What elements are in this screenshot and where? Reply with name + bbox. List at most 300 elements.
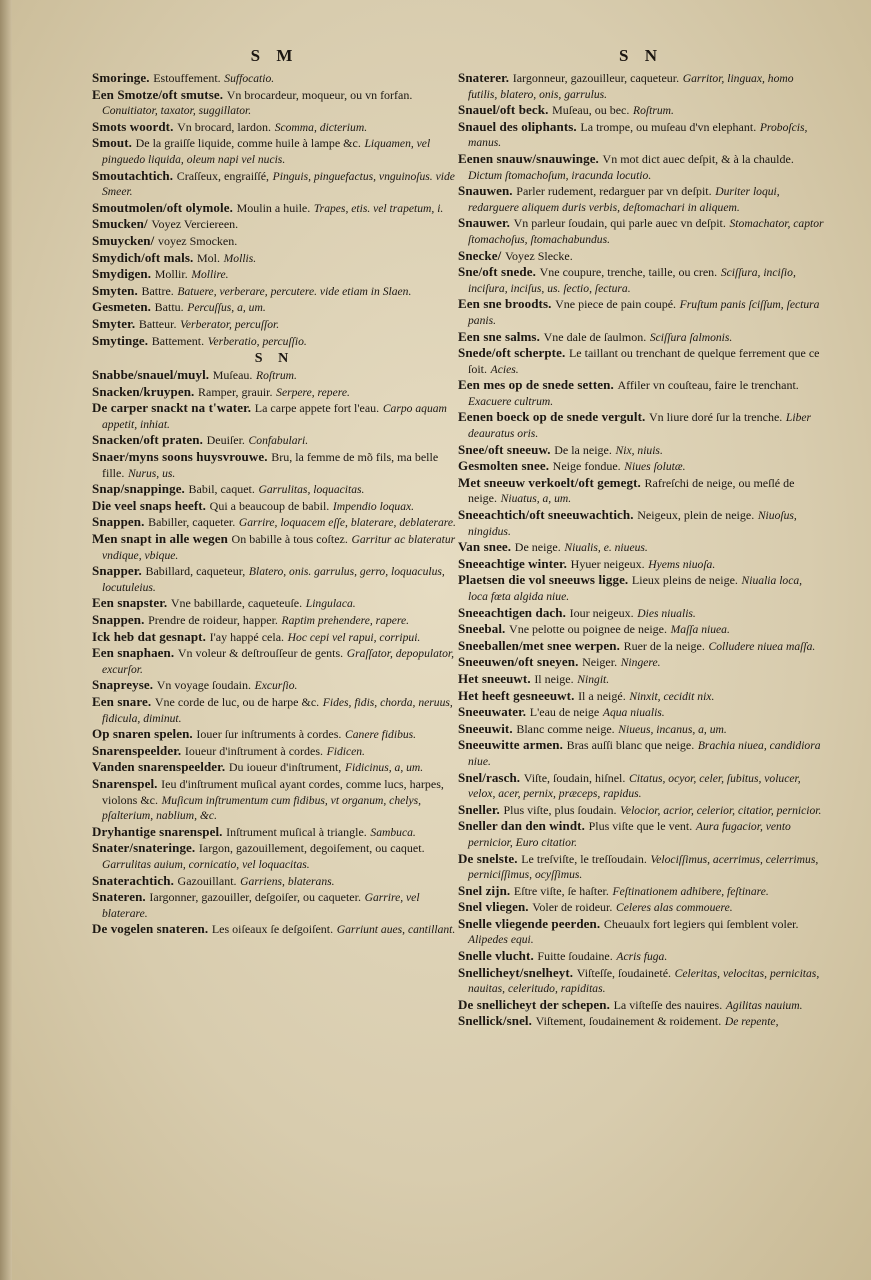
dictionary-entry [92, 612, 457, 629]
dictionary-entry [458, 329, 824, 346]
entry-headword: Smydich/oft mals. [92, 249, 194, 265]
entry-french: Voler de roideur. [532, 900, 613, 915]
entry-french: La trompe, ou muſeau d'vn elephant. [580, 119, 757, 134]
page-gutter-shadow [0, 0, 12, 1280]
section-header-sn: S N [254, 351, 295, 367]
entry-latin: Hoc cepi vel rapui, corripui. [287, 630, 421, 644]
entry-headword: Snaterer. [458, 70, 510, 85]
entry-latin: Brachia niuea, candidiora niue. [468, 739, 821, 768]
entry-headword: Snauel des oliphants. [458, 118, 577, 134]
entry-headword: Plaetsen die vol sneeuws ligge. [458, 572, 629, 588]
entry-headword: Sneeuwitte armen. [458, 737, 563, 753]
entry-french: Eſtre viſte, ſe haſter. [513, 883, 609, 898]
entry-french: Deuiſer. [206, 433, 245, 448]
dictionary-entry [458, 688, 824, 705]
entry-french: Vn brocard, lardon. [177, 119, 272, 134]
entry-headword: Smoringe. [92, 70, 150, 85]
entry-french: Mol. [197, 250, 221, 265]
dictionary-entry [92, 283, 457, 300]
entry-latin: Blatero, onis. garrulus, gerro, loquaculus, locutuleius. [102, 565, 445, 594]
entry-french: Affiler vn couſteau, faire le trenchant. [617, 378, 799, 393]
entry-latin: Verberator, percuſſor. [180, 317, 280, 331]
entry-french: Vne dale de ſaulmon. [543, 329, 647, 344]
entry-french: Vn brocardeur, moqueur, ou vn forfan. [226, 87, 413, 102]
entry-latin: Garrulitas auium, cornicatio, vel loquacitas. [102, 857, 310, 871]
entry-latin: Pinguis, pinguefactus, vnguinoſus. vide Smeer. [102, 169, 455, 199]
entry-headword: Snaterachtich. [92, 872, 174, 888]
dictionary-entry [458, 248, 824, 265]
entry-french: Ieu d'inſtrument muſical ayant cordes, comme lucs, harpes, violons &c. [102, 776, 444, 807]
entry-french: Ruer de la neige. [623, 638, 705, 653]
entry-headword: Snee/oft sneeuw. [458, 441, 551, 457]
entry-french: Qui a beaucoup de babil. [209, 498, 330, 513]
entry-french: L'eau de neige [529, 705, 600, 720]
dictionary-entry [92, 299, 457, 316]
dictionary-entry [458, 948, 824, 965]
dictionary-entry [458, 409, 824, 441]
entry-latin: Nurus, us. [127, 466, 176, 480]
dictionary-entry [92, 384, 457, 401]
entry-headword: Een snapster. [92, 595, 168, 611]
entry-french: Babillard, caqueteur, [145, 564, 246, 579]
dictionary-entry [458, 899, 824, 916]
entry-french: Iargon, gazouillement, degoiſement, ou caquet. [198, 841, 425, 856]
entry-headword: Ick heb dat gesnapt. [92, 628, 206, 644]
dictionary-entry [92, 743, 457, 760]
entry-french: Il a neigé. [578, 688, 626, 703]
dictionary-entry [92, 563, 457, 595]
dictionary-entry [92, 400, 457, 432]
dictionary-entry [458, 997, 824, 1014]
entry-headword: Smyten. [92, 282, 138, 298]
entry-latin: Impendio loquax. [332, 499, 415, 513]
entry-french: Du ioueur d'inſtrument, [228, 760, 342, 775]
entry-latin: Fidicinus, a, um. [344, 761, 424, 775]
entry-headword: Op snaren spelen. [92, 726, 193, 742]
entry-french: Lieux pleins de neige. [631, 573, 738, 588]
entry-french: Iargonner, gazouiller, deſgoiſer, ou caqueter. [149, 890, 361, 905]
entry-headword: Snap/snappinge. [92, 481, 185, 497]
entry-french: Iargonneur, gazouilleur, caqueteur. [512, 71, 680, 85]
dictionary-entry [458, 442, 824, 459]
entry-latin: Percuſſus, a, um. [187, 301, 266, 315]
entry-headword: Snacken/oft praten. [92, 432, 203, 448]
entry-latin: Citatus, ocyor, celer, ſubitus, volucer, velox, acer, pernix, præceps, rapidus. [468, 771, 801, 801]
entry-headword: Smydigen. [92, 266, 152, 282]
dictionary-entry [92, 873, 457, 890]
entry-headword: Eenen boeck op de snede vergult. [458, 409, 646, 425]
entry-headword: Snarenspel. [92, 775, 158, 791]
right-column-header: S N [619, 46, 663, 65]
entry-latin: Fruſtum panis ſciſſum, ſectura panis. [468, 298, 820, 327]
entry-french: Muſeau. [212, 368, 253, 383]
dictionary-entry [458, 539, 824, 556]
entry-latin: Garrire, vel blaterare. [102, 891, 420, 920]
entry-latin: Hyems niuoſa. [648, 557, 716, 571]
entry-latin: Celeritas, velocitas, pernicitas, nauitas, celeritudo, rapiditas. [468, 966, 820, 996]
entry-french: Viſte, ſoudain, hiſnel. [523, 770, 626, 785]
dictionary-entry [92, 233, 457, 250]
entry-latin: Trapes, etis. vel trapetum, i. [313, 201, 444, 215]
entry-french: Vn mot dict auec deſpit, & à la chaulde. [602, 151, 794, 166]
entry-french: La carpe appete fort l'eau. [254, 401, 380, 416]
entry-headword: Snelle vlucht. [458, 948, 534, 964]
entry-latin: Confabulari. [248, 434, 309, 448]
entry-latin: Dies niualis. [637, 606, 696, 620]
entry-latin: Ninxit, cecidit nix. [629, 689, 715, 703]
entry-headword: Snauwer. [458, 215, 510, 231]
entry-latin: Ningere. [620, 656, 661, 670]
dictionary-entry [458, 296, 824, 328]
entry-latin: Scomma, dicterium. [274, 120, 368, 134]
entry-french: Il neige. [534, 671, 574, 686]
entry-french: Ioueur d'inſtrument à cordes. [184, 743, 324, 758]
entry-french: Muſeau, ou bec. [552, 103, 630, 118]
entry-headword: Smuycken/ [92, 232, 155, 248]
entry-latin: Niuoſus, ningidus. [468, 509, 797, 538]
entry-headword: Snel/rasch. [458, 769, 521, 785]
entry-latin: Fidicen. [326, 744, 365, 758]
entry-headword: Sne/oft snede. [458, 264, 536, 280]
entry-latin: Duriter loqui, redarguere aliquem duris verbis, deſtomachari in aliquem. [468, 185, 780, 214]
entry-headword: Sneeuwater. [458, 704, 527, 720]
dictionary-entry [458, 572, 824, 604]
dictionary-entry [92, 645, 457, 677]
entry-headword: Smytinge. [92, 332, 149, 348]
entry-headword: Snellick/snel. [458, 1013, 532, 1029]
entry-french: Neige fondue. [552, 459, 621, 474]
entry-headword: Snede/oft scherpte. [458, 345, 566, 361]
entry-headword: Gesmolten snee. [458, 458, 550, 474]
entry-headword: Die veel snaps heeft. [92, 497, 207, 513]
dictionary-entry [92, 514, 457, 531]
dictionary-entry [458, 671, 824, 688]
entry-latin: Aqua niualis. [602, 706, 665, 720]
entry-french: Voyez Slecke. [504, 248, 573, 263]
entry-french: Babiller, caqueter. [148, 515, 236, 530]
entry-headword: Smoutmolen/oft olymole. [92, 199, 233, 215]
dictionary-entry [458, 556, 824, 573]
entry-french: De la graiſſe liquide, comme huile à lampe &c. [135, 136, 361, 151]
dictionary-entry [458, 965, 824, 997]
entry-french: Parler rudement, redarguer par vn deſpit. [516, 184, 712, 199]
entry-headword: Snappen. [92, 612, 145, 627]
entry-french: Les oiſeaux ſe deſgoiſent. [211, 922, 334, 937]
dictionary-entry [92, 531, 457, 563]
dictionary-entry [92, 759, 457, 776]
entry-french: Viſteſſe, ſoudaineté. [576, 965, 672, 980]
dictionary-entry [458, 215, 824, 247]
entry-latin: Feſtinationem adhibere, feſtinare. [612, 884, 769, 898]
entry-latin: Graſſator, depopulator, excurſor. [102, 647, 455, 676]
dictionary-entry [92, 87, 457, 119]
entry-french: Le treſviſte, le treſſoudain. [521, 851, 647, 866]
dictionary-entry [92, 70, 457, 87]
entry-headword: Snateren. [92, 889, 146, 905]
entry-headword: Een snaphaen. [92, 645, 175, 661]
entry-latin: De repente, [724, 1015, 779, 1029]
entry-latin: Maſſa niuea. [670, 623, 730, 637]
entry-latin: Muſicum inſtrumentum cum fidibus, vt organum, chelys, pſalterium, nablium, &c. [102, 793, 422, 823]
dictionary-entry [458, 458, 824, 475]
entry-french: Vn liure doré ſur la trenche. [649, 410, 783, 425]
entry-french: Le taillant ou trenchant de quelque ferrement que ce ſoit. [468, 346, 820, 376]
entry-latin: Ningit. [577, 672, 610, 686]
dictionary-entry [458, 605, 824, 622]
entry-latin: Verberatio, percuſſio. [207, 334, 307, 348]
entry-headword: Snelle vliegende peerden. [458, 915, 601, 931]
dictionary-entry [92, 168, 457, 200]
entry-headword: Smyter. [92, 315, 136, 331]
dictionary-entry [458, 70, 824, 102]
entry-latin: Velocior, acrior, celerior, citatior, pernicior. [620, 803, 822, 817]
entry-french: Plus viſte, plus ſoudain. [503, 802, 617, 817]
entry-french: Estouffement. [153, 71, 221, 85]
entry-french: Moulin a huile. [236, 200, 311, 215]
entry-french: Vne corde de luc, ou de harpe &c. [154, 694, 320, 709]
dictionary-entry [92, 629, 457, 646]
entry-latin: Mollis. [223, 251, 257, 265]
dictionary-entry [458, 770, 824, 802]
dictionary-entry [92, 266, 457, 283]
entry-french: Fuitte ſoudaine. [537, 949, 613, 964]
entry-headword: Een Smotze/oft smutse. [92, 86, 224, 102]
entry-headword: Snauwen. [458, 183, 513, 199]
entry-latin: Acris fuga. [616, 950, 668, 964]
entry-latin: Raptim prehendere, rapere. [281, 614, 410, 627]
entry-latin: Aura fugacior, vento pernicior, Euro citatior. [468, 820, 791, 849]
dictionary-entry [458, 818, 824, 850]
entry-latin: Roſtrum. [633, 104, 674, 118]
entry-headword: Snel vliegen. [458, 899, 529, 915]
entry-headword: Met sneeuw verkoelt/oft gemegt. [458, 474, 641, 490]
left-column [92, 46, 457, 938]
entry-french: Inſtrument muſical à triangle. [226, 824, 367, 839]
entry-headword: Smoutachtich. [92, 167, 174, 183]
entry-headword: Snappen. [92, 514, 145, 530]
entry-french: Vn voleur & deſtrouſſeur de gents. [177, 646, 344, 661]
entry-headword: Een snare. [92, 693, 152, 709]
entry-headword: Een sne broodts. [458, 296, 552, 312]
entry-headword: Dryhantige snarenspel. [92, 823, 223, 839]
entry-french: La viſteſſe des nauires. [613, 997, 723, 1012]
entry-latin: Canere fidibus. [345, 728, 417, 742]
entry-french: Viſtement, ſoudainement & roidement. [535, 1014, 722, 1029]
entry-french: Battre. [141, 283, 174, 298]
entry-latin: Alipedes equi. [468, 933, 534, 947]
entry-latin: Lingulaca. [305, 597, 356, 611]
entry-headword: Van snee. [458, 539, 512, 555]
entry-latin: Serpere, repere. [276, 385, 350, 399]
entry-french: On babille à tous coſtez. [231, 532, 348, 547]
dictionary-entry [92, 481, 457, 498]
dictionary-entry [92, 432, 457, 449]
dictionary-entry [92, 889, 457, 921]
entry-french: Mollir. [154, 267, 188, 282]
dictionary-entry [92, 135, 457, 167]
entry-latin: Niualia loca, loca fœta algida niue. [468, 574, 803, 603]
entry-latin: Niueus, incanus, a, um. [618, 722, 727, 736]
entry-french: Cheuaulx fort legiers qui ſemblent voler. [603, 916, 799, 931]
entry-headword: Snel zijn. [458, 882, 511, 898]
entry-latin: Sciſſura, inciſio, inciſura, inciſus, us. ſectio, ſectura. [468, 266, 796, 295]
dictionary-entry [458, 264, 824, 296]
entry-latin: Velociſſimus, acerrimus, celerrimus, perniciſſimus, ocyſſimus. [468, 852, 819, 882]
entry-latin: Roſtrum. [256, 369, 297, 383]
entry-headword: Smots woordt. [92, 118, 174, 134]
entry-headword: Snacken/kruypen. [92, 383, 195, 399]
dictionary-entry [92, 250, 457, 267]
entry-french: Gazouillant. [177, 873, 237, 888]
entry-latin: Acies. [490, 362, 519, 376]
entry-latin: Colludere niuea maſſa. [708, 639, 816, 653]
entry-latin: Conuitiator, taxator, suggillator. [102, 104, 252, 118]
entry-latin: Liber deauratus oris. [468, 411, 812, 441]
dictionary-entry [458, 475, 824, 507]
dictionary-entry [92, 367, 457, 384]
entry-latin: Nix, niuis. [615, 443, 663, 457]
entry-headword: Smucken/ [92, 216, 148, 232]
dictionary-entry [458, 102, 824, 119]
entry-latin: Niuatus, a, um. [500, 492, 572, 506]
dictionary-entry [458, 883, 824, 900]
entry-headword: Smout. [92, 135, 132, 151]
entry-french: Vn voyage ſoudain. [156, 678, 252, 693]
entry-latin: Garriunt aues, cantillant. [336, 923, 456, 937]
dictionary-entry [92, 119, 457, 136]
entry-french: De la neige. [554, 442, 612, 457]
entry-french: Prendre de roideur, happer. [148, 613, 278, 627]
entry-headword: Eenen snauw/snauwinge. [458, 150, 599, 166]
dictionary-entry [92, 694, 457, 726]
entry-latin: Garritur ac blateratur vndique, vbique. [102, 533, 456, 562]
dictionary-entry [92, 776, 457, 824]
entry-french: I'ay happé cela. [209, 629, 285, 644]
entry-french: Bru, la femme de mõ fils, ma belle fille. [102, 450, 439, 480]
entry-french: Neiger. [582, 655, 618, 670]
entry-headword: Een mes op de snede setten. [458, 377, 614, 393]
entry-french: voyez Smocken. [157, 233, 238, 248]
dictionary-entry [458, 183, 824, 215]
entry-french: Rafreſchi de neige, ou meſlé de neige. [468, 475, 795, 506]
entry-headword: De carper snackt na t'water. [92, 400, 252, 416]
entry-headword: Snarenspeelder. [92, 742, 182, 758]
entry-french: Vne coupure, trenche, taille, ou cren. [539, 265, 718, 280]
entry-french: Iour neigeux. [569, 605, 634, 620]
entry-french: Hyuer neigeux. [570, 556, 645, 571]
entry-latin: Fides, fidis, chorda, neruus, fidicula, diminut. [102, 695, 453, 725]
entry-latin: Sambuca. [370, 825, 416, 839]
entry-headword: Het sneeuwt. [458, 670, 531, 686]
entry-headword: Snapper. [92, 563, 142, 579]
entry-french: Vne babillarde, caqueteuſe. [170, 596, 303, 611]
entry-latin: Stomachator, captor ſtomachoſus, ſtomachabundus. [468, 217, 824, 246]
entry-headword: Snecke/ [458, 247, 502, 263]
entry-headword: Sneeachtige winter. [458, 555, 568, 571]
dictionary-entry [458, 377, 824, 409]
entry-french: Batteur. [138, 316, 177, 331]
entry-french: Babil, caquet. [188, 482, 255, 497]
entry-headword: Men snapt in alle wegen [92, 531, 228, 547]
dictionary-entry [458, 916, 824, 948]
dictionary-entry [458, 621, 824, 638]
dictionary-entry [458, 345, 824, 377]
right-entries [458, 70, 824, 1030]
entry-latin: Garritor, linguax, homo futilis, blatero, onis, garrulus. [468, 72, 794, 101]
entry-headword: De snelste. [458, 850, 518, 866]
entry-latin: Liquamen, vel pinguedo liquida, oleum napi vel nucis. [102, 137, 431, 166]
entry-latin: Garrire, loquacem eſſe, blaterare, deblaterare. [238, 516, 456, 530]
entry-headword: De snellicheyt der schepen. [458, 996, 610, 1012]
entry-latin: Exacuere cultrum. [468, 394, 554, 408]
dictionary-entry [458, 851, 824, 883]
entry-latin: Mollire. [191, 268, 229, 282]
entry-french: Battement. [151, 333, 205, 348]
entry-french: Vne piece de pain coupé. [555, 297, 677, 312]
entry-french: Ramper, grauir. [198, 384, 273, 399]
dictionary-entry [92, 333, 457, 350]
dictionary-entry [92, 921, 457, 938]
entry-latin: Proboſcis, manus. [468, 120, 808, 150]
dictionary-entry [458, 721, 824, 738]
entry-latin: Niualis, e. niueus. [564, 541, 648, 555]
dictionary-entry [92, 200, 457, 217]
entry-french: Vn parleur ſoudain, qui parle auec vn deſpit. [513, 216, 726, 231]
dictionary-entry [92, 726, 457, 743]
entry-headword: Vanden snarenspeelder. [92, 759, 226, 775]
entry-latin: Excurſio. [254, 679, 298, 693]
entry-french: De neige. [514, 540, 561, 555]
dictionary-entry [92, 316, 457, 333]
entry-headword: Snabbe/snauel/muyl. [92, 367, 210, 383]
dictionary-entry [92, 449, 457, 481]
dictionary-entry [458, 507, 824, 539]
entry-french: Battu. [154, 300, 184, 315]
dictionary-entry [458, 654, 824, 671]
entry-french: Iouer ſur inſtruments à cordes. [196, 727, 342, 742]
entry-headword: Snellicheyt/snelheyt. [458, 964, 574, 980]
entry-headword: Sneeballen/met snee werpen. [458, 637, 620, 653]
entry-french: Voyez Verciereen. [151, 217, 239, 232]
left-column-header: S M [250, 46, 299, 65]
dictionary-entry [458, 151, 824, 183]
entry-latin: Agilitas nauium. [725, 998, 803, 1012]
entry-french: Bras auſſi blanc que neige. [566, 738, 695, 753]
entry-headword: Snapreyse. [92, 677, 154, 693]
entry-latin: Carpo aquam appetit, inhiat. [102, 402, 447, 431]
dictionary-entry [458, 638, 824, 655]
dictionary-entry [92, 677, 457, 694]
entry-headword: Het heeft gesneeuwt. [458, 687, 575, 703]
entry-headword: Sneller dan den windt. [458, 818, 585, 834]
entry-headword: Sneebal. [458, 621, 506, 637]
entry-latin: Suffocatio. [224, 72, 275, 85]
entry-latin: Garriens, blaterans. [240, 874, 335, 888]
entry-latin: Garrulitas, loquacitas. [258, 483, 365, 497]
dictionary-entry [92, 824, 457, 841]
dictionary-entry [458, 1013, 824, 1030]
left-entries-b [92, 367, 457, 938]
dictionary-entry [458, 119, 824, 151]
entry-headword: De vogelen snateren. [92, 921, 209, 937]
entry-headword: Sneeuwit. [458, 720, 513, 736]
entry-latin: Batuere, verberare, percutere. vide etiam in Slaen. [177, 284, 412, 298]
dictionary-entry [458, 704, 824, 721]
entry-latin: Sciſſura ſalmonis. [649, 330, 733, 344]
entry-latin: Celeres alas commouere. [615, 901, 733, 915]
entry-latin: Niues ſolutæ. [624, 460, 686, 474]
dictionary-entry [92, 595, 457, 612]
